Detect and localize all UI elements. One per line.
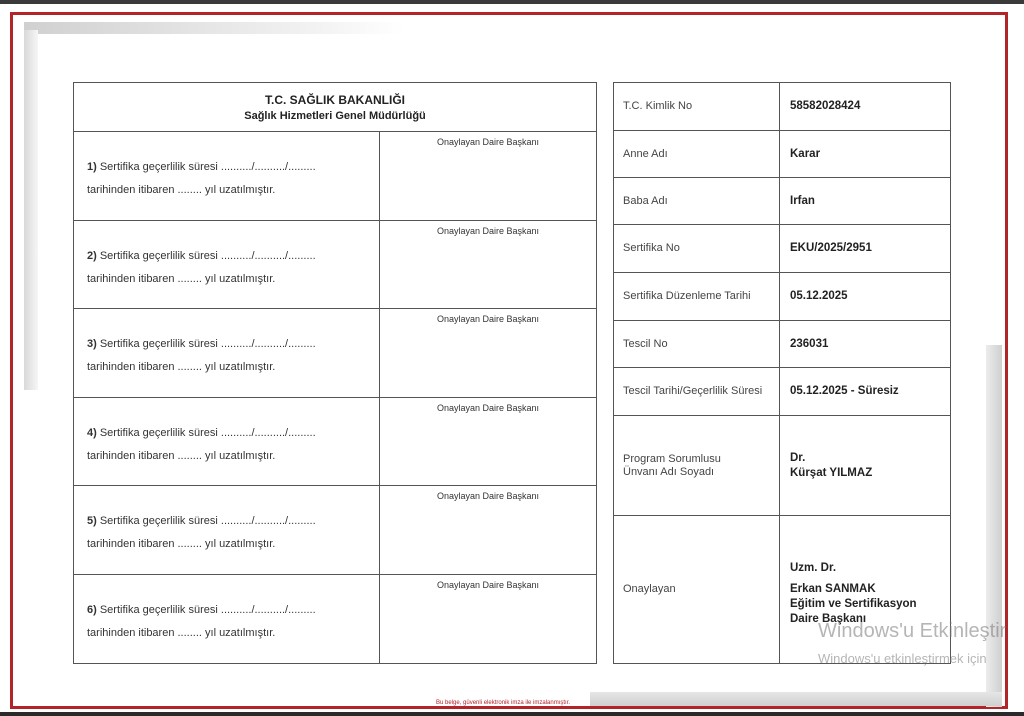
onaylayan-role-line1: Eğitim ve Sertifikasyon	[790, 597, 917, 610]
extension-row	[74, 398, 596, 487]
approver-cell: Onaylayan Daire Başkanı	[436, 314, 540, 324]
extension-row	[74, 486, 596, 575]
ministry-title: T.C. SAĞLIK BAKANLIĞI	[265, 93, 405, 107]
extension-number: 1)	[87, 161, 97, 173]
extension-table	[73, 82, 597, 664]
extension-line2: tarihinden itibaren ........ yıl uzatılmıştır.	[87, 184, 276, 196]
extension-number: 5)	[87, 515, 97, 527]
detail-row-tescil-no	[614, 321, 950, 368]
extension-line2: tarihinden itibaren ........ yıl uzatılmıştır.	[87, 361, 276, 373]
bottom-edge-bar	[0, 712, 1024, 716]
activation-watermark-subtitle: Windows'u etkinleştirmek için	[818, 651, 987, 666]
directorate-subtitle: Sağlık Hizmetleri Genel Müdürlüğü	[244, 110, 426, 122]
extension-line1: Sertifika geçerlilik süresi ........../........../.........	[99, 515, 316, 527]
detail-row-tescil-tarihi	[614, 368, 950, 416]
detail-value	[780, 416, 950, 515]
detail-row-program-sorumlusu	[614, 416, 950, 516]
detail-value: Irfan	[790, 194, 815, 207]
detail-row-baba-adi	[614, 178, 950, 225]
detail-value: 05.12.2025	[790, 290, 848, 302]
detail-label: Baba Adı	[614, 178, 780, 224]
extension-number: 6)	[87, 603, 97, 616]
detail-label: Sertifika Düzenleme Tarihi	[614, 273, 780, 320]
detail-label: Tescil Tarihi/Geçerlilik Süresi	[614, 368, 780, 415]
detail-row-anne-adi	[614, 131, 950, 178]
detail-label: Onaylayan	[614, 516, 780, 663]
detail-row-sertifika-no	[614, 225, 950, 273]
extension-line2: tarihinden itibaren ........ yıl uzatılmıştır.	[87, 626, 276, 639]
certificate-details-table	[613, 82, 951, 664]
extension-number: 4)	[87, 426, 97, 439]
detail-value: 58582028424	[790, 100, 861, 112]
onaylayan-name: Erkan SANMAK	[790, 582, 876, 595]
onaylayan-role-line2: Daire Başkanı	[790, 612, 867, 625]
program-value-line2: Kürşat YILMAZ	[790, 466, 873, 479]
approver-cell: Onaylayan Daire Başkanı	[436, 225, 540, 236]
extension-line1: Sertifika geçerlilik süresi ........../........../.........	[99, 426, 316, 439]
approver-cell: Onaylayan Daire Başkanı	[436, 402, 540, 413]
extension-line2: tarihinden itibaren ........ yıl uzatılmıştır.	[87, 449, 276, 462]
extension-line2: tarihinden itibaren ........ yıl uzatılmıştır.	[87, 272, 276, 285]
detail-row-duzenleme-tarihi	[614, 273, 950, 321]
approver-cell: Onaylayan Daire Başkanı	[436, 579, 540, 590]
extension-line1: Sertifika geçerlilik süresi ........../........../.........	[99, 249, 316, 262]
page-shadow-right	[986, 345, 1002, 707]
program-label-line2: Ünvanı Adı Soyadı	[623, 465, 715, 478]
detail-label	[614, 416, 780, 515]
onaylayan-title: Uzm. Dr.	[790, 561, 837, 574]
extension-text	[74, 486, 380, 574]
e-signature-note: Bu belge, güvenli elektronik imza ile imzalanmıştır.	[436, 700, 571, 706]
detail-value: EKU/2025/2951	[790, 242, 872, 254]
detail-row-tc-kimlik	[614, 83, 950, 131]
extension-text	[74, 575, 380, 664]
extension-text	[74, 221, 380, 309]
extension-row	[74, 221, 596, 310]
page-shadow-left	[24, 30, 38, 390]
top-edge-bar	[0, 0, 1024, 4]
page-shadow-top	[24, 22, 404, 34]
extension-line2: tarihinden itibaren ........ yıl uzatılmıştır.	[87, 538, 276, 550]
program-value-line1: Dr.	[790, 451, 806, 464]
page-shadow-bottom	[590, 692, 1002, 706]
detail-label: Sertifika No	[614, 225, 780, 272]
detail-value: Karar	[790, 147, 821, 160]
extension-number: 2)	[87, 249, 97, 262]
approver-cell: Onaylayan Daire Başkanı	[436, 491, 540, 501]
extension-row	[74, 575, 596, 664]
extension-row	[74, 132, 596, 221]
extension-line1: Sertifika geçerlilik süresi ........../........../.........	[99, 338, 316, 350]
detail-label: Tescil No	[614, 321, 780, 367]
program-label-line1: Program Sorumlusu	[623, 452, 721, 465]
detail-value: 236031	[790, 337, 829, 350]
extension-row	[74, 309, 596, 398]
extension-text	[74, 398, 380, 486]
approver-cell: Onaylayan Daire Başkanı	[436, 137, 540, 147]
extension-line1: Sertifika geçerlilik süresi ........../........../.........	[99, 603, 316, 616]
ministry-header	[74, 83, 596, 132]
detail-label: T.C. Kimlik No	[614, 83, 780, 130]
extension-text	[74, 309, 380, 397]
detail-value: 05.12.2025 - Süresiz	[790, 385, 899, 397]
activation-watermark-title: Windows'u Etkinleştir	[818, 620, 1007, 642]
detail-label: Anne Adı	[614, 131, 780, 177]
extension-text	[74, 132, 380, 220]
extension-line1: Sertifika geçerlilik süresi ........../........../.........	[99, 161, 316, 173]
extension-number: 3)	[87, 338, 97, 350]
